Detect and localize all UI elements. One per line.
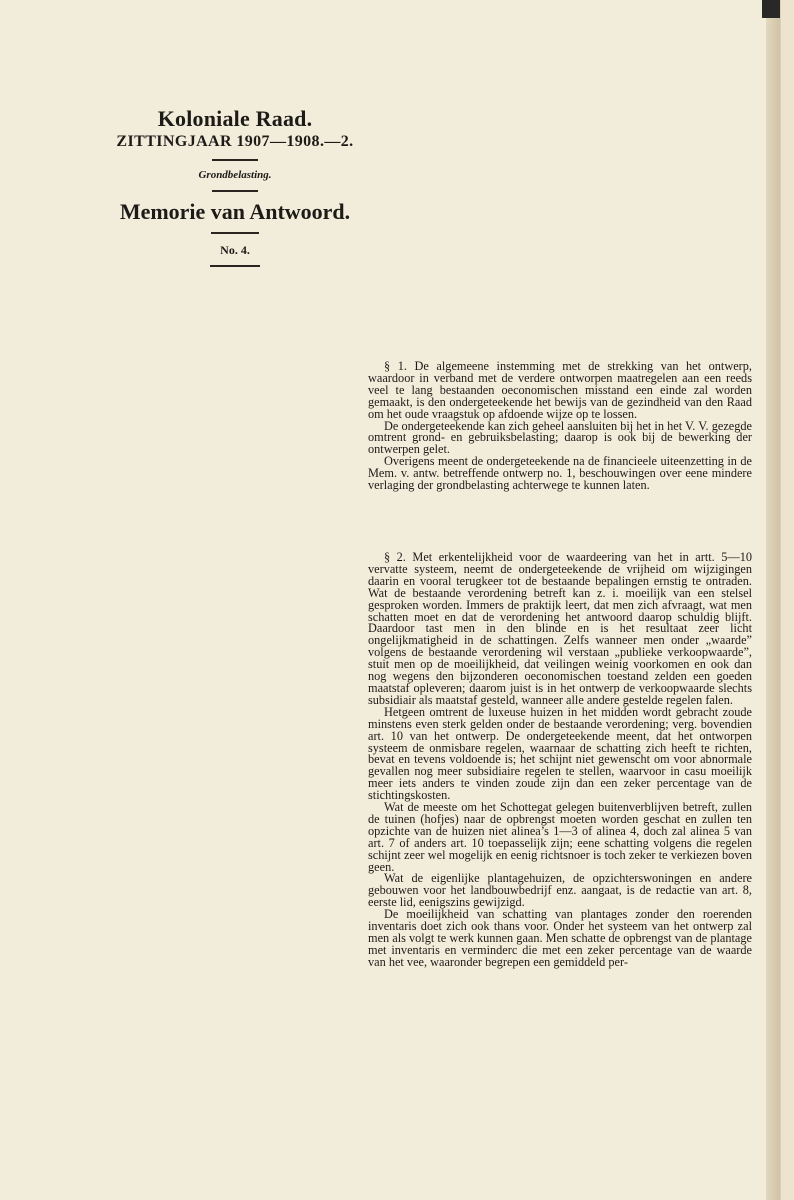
divider-rule <box>212 159 258 161</box>
section-1 <box>368 361 752 492</box>
paragraph: De ondergeteekende kan zich geheel aansluiten bij het in het V. V. gezegde omtrent grond- en gebruiksbelasting; daarop is ook bij de bewerking der ontwerpen gelet. <box>368 418 752 457</box>
document-type-heading: Memorie van Antwoord. <box>119 199 351 224</box>
paragraph: § 2. Met erkentelijkheid voor de waardeering van het in artt. 5—10 vervatte systeem, neemt de ondergeteekende de vrijheid om wijzigingen daarin en vooral terugkeer tot de bestaande bepalingen ernstig te ontraden. Wat de bestaande verordening betreft kan z. i. moeilijk van een stelsel gesproken worden. Immers de praktijk leert, dat men zich afvraagt, wat men schatten moet en dat de verordening het antwoord daarop schuldig blijft. Daardoor tast men in den blinde en is het resultaat zeer licht ongelijkmatigheid in de schattingen. Zelfs wanneer men onder „waarde” volgens de bestaande verordening wil verstaan „publieke verkoopwaarde”, stuit men op de moeilijkheid, dat veilingen weinig voorkomen en ook dan nog wegens den bijzonderen oeconomischen toestand zelden een goeden maatstaf opleveren; daarom juist is in het ontwerp de verkoopwaarde slechts subsidiair als maatstaf gesteld, wanneer alle andere gestelde regelen falen. <box>368 550 752 707</box>
session-year: ZITTINGJAAR 1907—1908.—2. <box>116 133 354 150</box>
divider-rule <box>212 190 258 192</box>
page-edge <box>766 0 780 1200</box>
section-2 <box>368 552 752 969</box>
paragraph: Hetgeen omtrent de luxeuse huizen in het midden wordt gebracht zoude minstens even sterk gelden onder de bestaande verordening; verg. bovendien art. 10 van het ontwerp. De ondergeteekende meent, dat het ontworpen systeem de onmisbare regelen, waarnaar de schatting zich heeft te richten, bevat en tevens voldoende is; het schijnt niet gewenscht om voor abnormale gevallen nog meer subsidiaire regelen te stellen, waarvoor in casu moeilijk meer iets anders te vinden zoude zijn dan een zeker percentage van de stichtingskosten. <box>368 704 752 803</box>
divider-rule <box>210 265 260 267</box>
scan-corner-mark <box>762 0 780 18</box>
paragraph: Wat de eigenlijke plantagehuizen, de opzichterswoningen en andere gebouwen voor het landbouwbedrijf enz. aangaat, is de redactie van art. 8, eerste lid, eenigszins gewijzigd. <box>368 871 752 910</box>
paragraph: § 1. De algemeene instemming met de strekking van het ontwerp, waardoor in verband met de verdere ontworpen maatregelen aan een reeds veel te lang bestaanden oeconomischen misstand een einde zal worden gemaakt, is den ondergeteekende het bewijs van de gezindheid van den Raad om het oude vraagstuk op afdoende wijze op te lossen. <box>368 359 752 421</box>
paragraph: Wat de meeste om het Schottegat gelegen buitenverblijven betreft, zullen de tuinen (hofjes) naar de opbrengst moeten worden geschat en zullen ten opzichte van de huizen niet alinea’s 1—3 of alinea 4, doch zal alinea 5 van art. 7 of anders art. 10 toepasselijk zijn; eene schatting volgens die regelen schijnt zeer wel mogelijk en eenig richtsnoer is toch zeker te verkiezen boven geen. <box>368 800 752 874</box>
council-title: Koloniale Raad. <box>157 106 313 131</box>
document-number: No. 4. <box>220 243 250 257</box>
subject-heading: Grondbelasting. <box>198 169 272 181</box>
divider-rule <box>211 232 259 234</box>
paragraph: Overigens meent de ondergeteekende na de financieele uiteenzetting in de Mem. v. antw. betreffende ontwerp no. 1, beschouwingen over eene mindere verlaging der grondbelasting achterwege te kunnen laten. <box>368 454 752 493</box>
paragraph: De moeilijkheid van schatting van plantages zonder den roerenden inventaris doet zich ook thans voor. Onder het systeem van het ontwerp zal men als volgt te werk kunnen gaan. Men schatte de opbrengst van de plantage met inventaris en verminderc die met een zeker percentage van de waarde van het vee, waaronder begrepen een gemiddeld per- <box>368 907 752 969</box>
